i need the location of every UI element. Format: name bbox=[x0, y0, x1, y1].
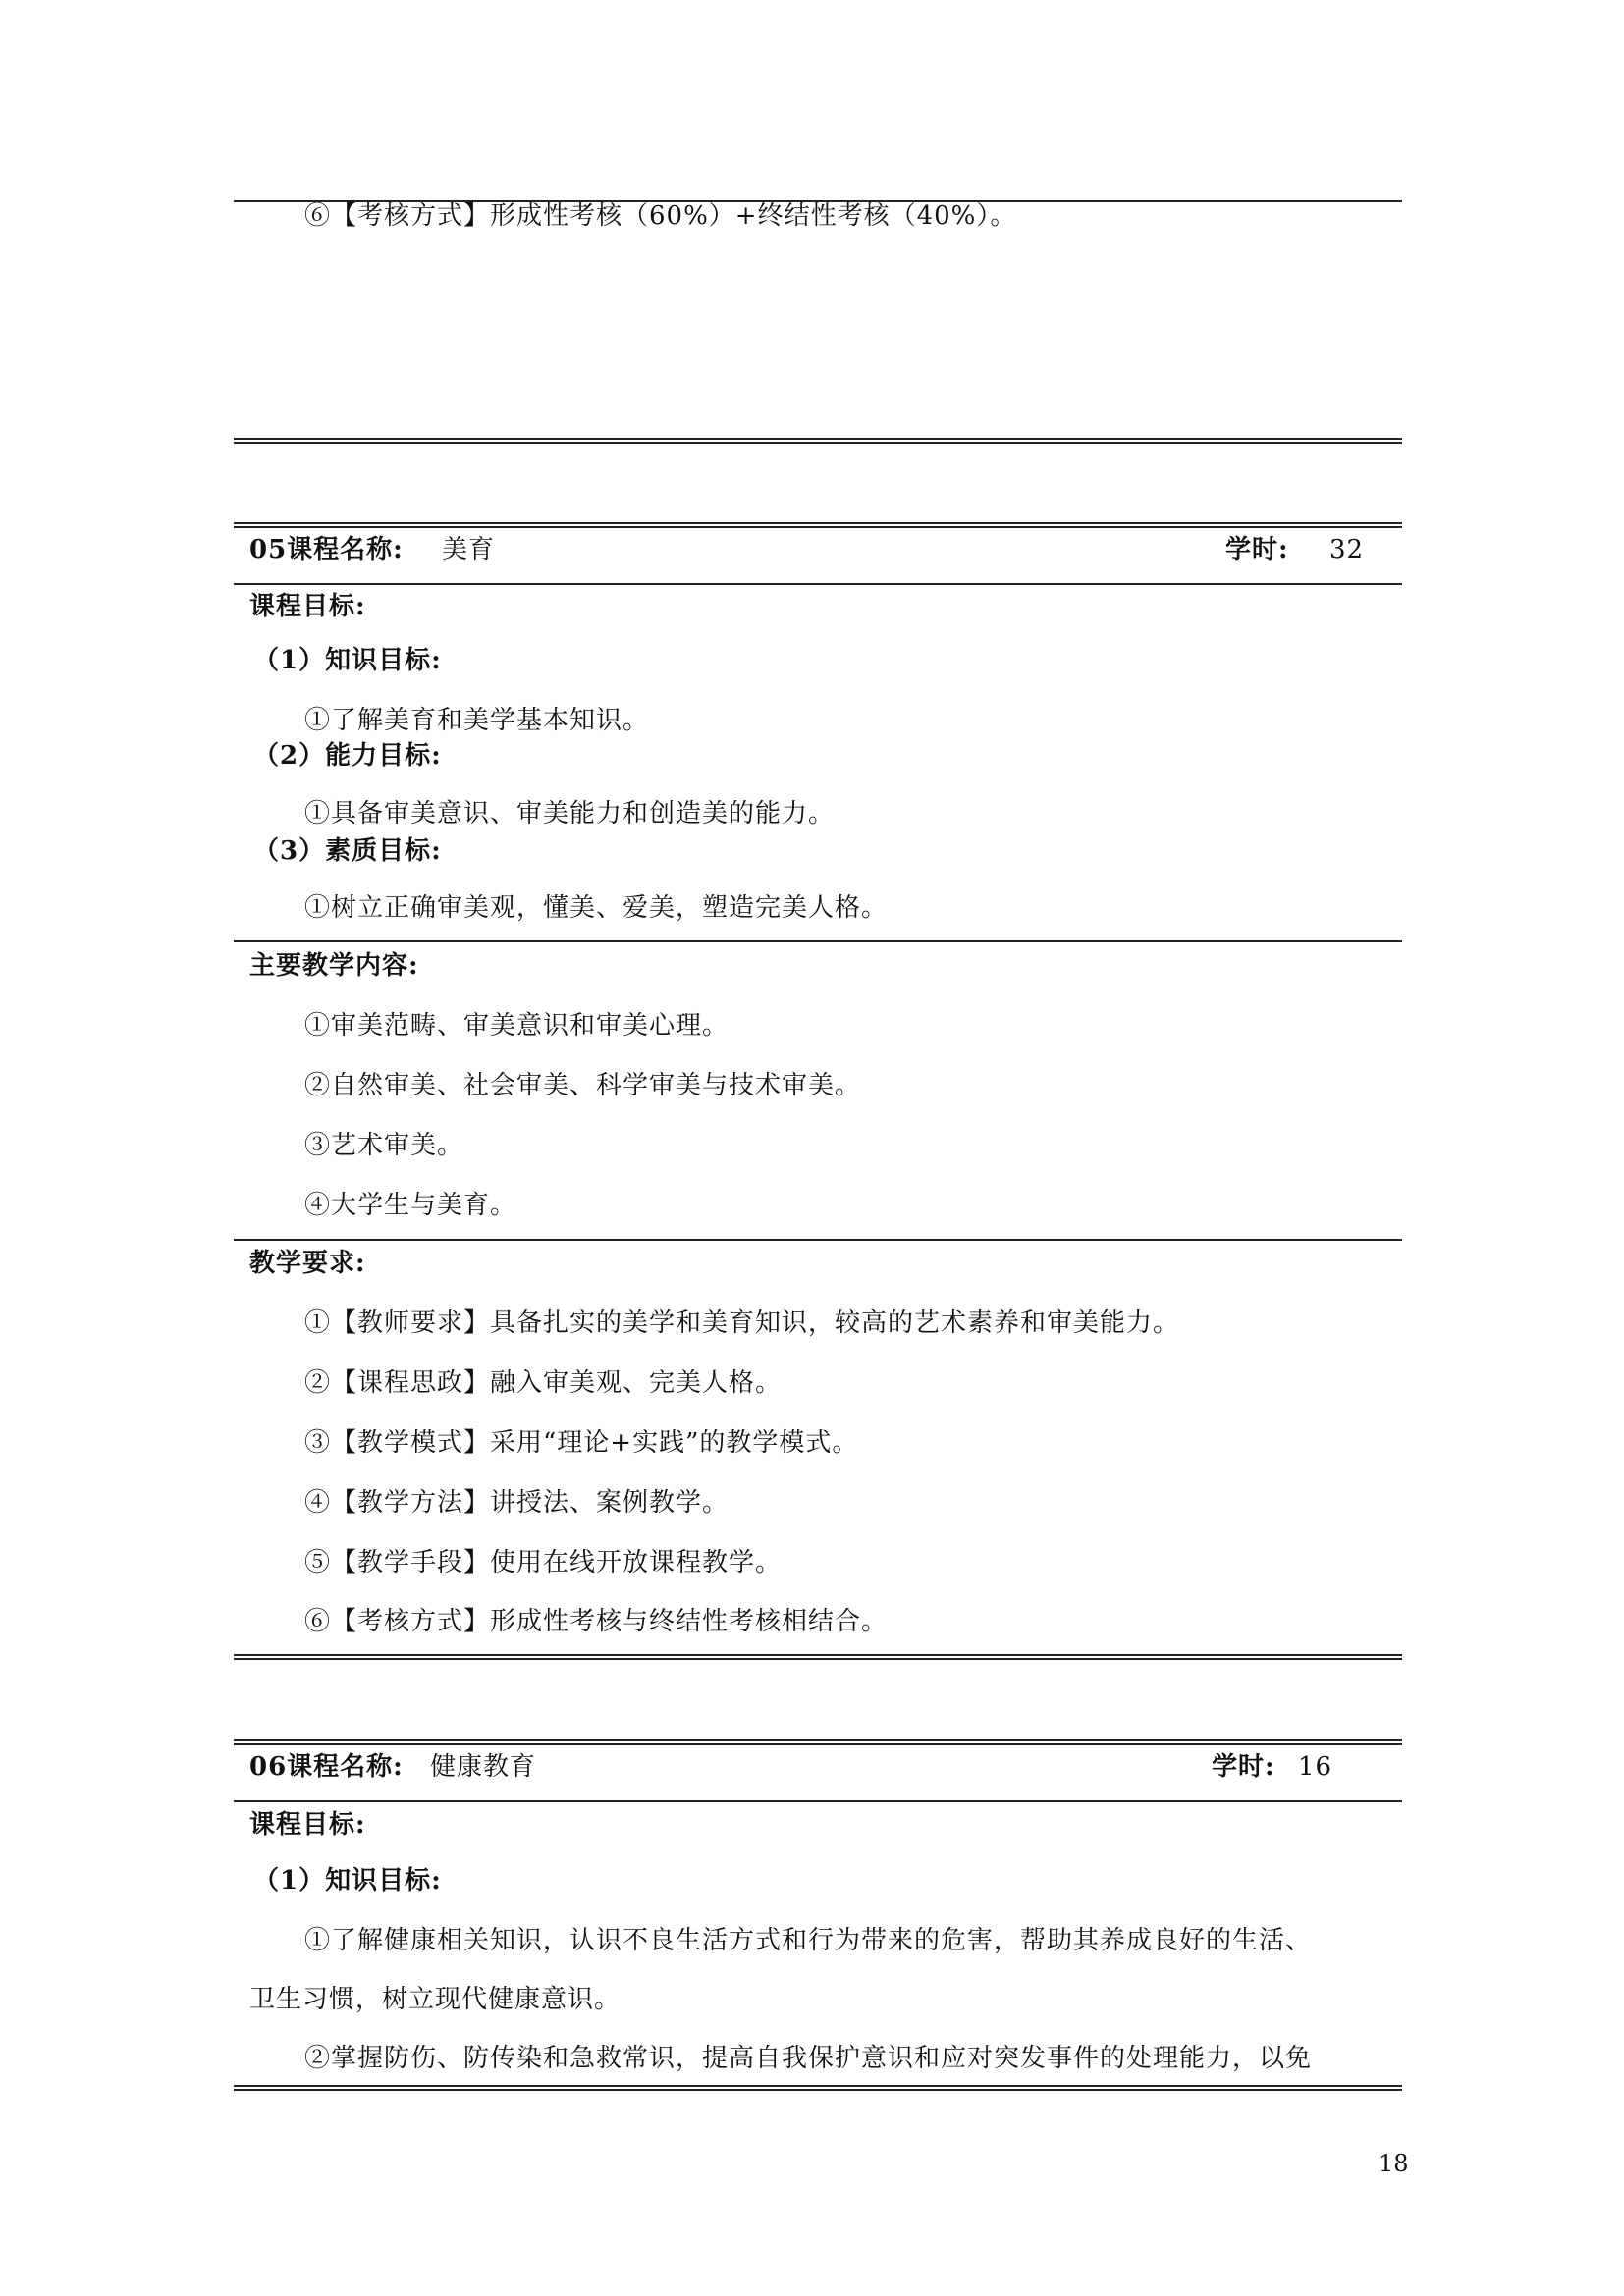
course05-header-rule bbox=[234, 583, 1402, 585]
course05-content-rule bbox=[234, 1239, 1402, 1241]
course05-quality-label: （3）素质目标: bbox=[253, 836, 442, 866]
assessment-line-prev: ⑥【考核方式】形成性考核（60%）+终结性考核（40%）。 bbox=[304, 201, 1017, 231]
course05-bottom-rule bbox=[234, 1654, 1402, 1660]
course05-content-label: 主要教学内容: bbox=[249, 951, 419, 981]
course06-header-rule bbox=[234, 1800, 1402, 1802]
course05-quality-item: ①树立正确审美观，懂美、爱美，塑造完美人格。 bbox=[304, 893, 889, 923]
req-item: ⑥【考核方式】形成性考核与终结性考核相结合。 bbox=[304, 1607, 889, 1636]
page-number: 18 bbox=[1379, 2150, 1409, 2177]
course05-name-value: 美育 bbox=[442, 535, 496, 564]
req-item: ⑤【教学手段】使用在线开放课程教学。 bbox=[304, 1548, 783, 1577]
course06-name-label: 06课程名称: bbox=[249, 1752, 404, 1782]
course05-knowledge-label: （1）知识目标: bbox=[253, 646, 442, 675]
course06-knowledge-item-cont: 卫生习惯，树立现代健康意识。 bbox=[249, 1985, 622, 2014]
course06-bottom-rule bbox=[234, 2085, 1402, 2091]
course05-ability-label: （2）能力目标: bbox=[253, 741, 442, 771]
course06-hours-label: 学时: bbox=[1212, 1752, 1275, 1782]
course06-goals-label: 课程目标: bbox=[249, 1810, 366, 1840]
course05-goals-label: 课程目标: bbox=[249, 592, 366, 621]
content-item: ①审美范畴、审美意识和审美心理。 bbox=[304, 1011, 730, 1041]
req-item: ③【教学模式】采用“理论+实践”的教学模式。 bbox=[304, 1428, 859, 1458]
course05-req-label: 教学要求: bbox=[249, 1249, 366, 1278]
course06-top-rule bbox=[234, 1739, 1402, 1745]
content-item: ④大学生与美育。 bbox=[304, 1191, 517, 1220]
section-divider bbox=[234, 438, 1402, 444]
req-item: ④【教学方法】讲授法、案例教学。 bbox=[304, 1488, 730, 1518]
course05-knowledge-item: ①了解美育和美学基本知识。 bbox=[304, 706, 650, 735]
course06-name-value: 健康教育 bbox=[430, 1752, 537, 1782]
course05-goals-rule bbox=[234, 940, 1402, 942]
course06-knowledge-label: （1）知识目标: bbox=[253, 1866, 442, 1896]
course06-hours-value: 16 bbox=[1298, 1752, 1333, 1782]
content-item: ②自然审美、社会审美、科学审美与技术审美。 bbox=[304, 1071, 862, 1100]
course05-name-label: 05课程名称: bbox=[249, 535, 404, 564]
req-item: ②【课程思政】融入审美观、完美人格。 bbox=[304, 1368, 783, 1398]
req-item: ①【教师要求】具备扎实的美学和美育知识，较高的艺术素养和审美能力。 bbox=[304, 1308, 1180, 1338]
course05-top-rule bbox=[234, 522, 1402, 528]
course05-hours-value: 32 bbox=[1329, 535, 1365, 564]
course05-hours-label: 学时: bbox=[1225, 535, 1289, 564]
course06-knowledge-item: ②掌握防伤、防传染和急救常识，提高自我保护意识和应对突发事件的处理能力，以免 bbox=[304, 2044, 1313, 2073]
course05-ability-item: ①具备审美意识、审美能力和创造美的能力。 bbox=[304, 799, 836, 828]
course06-knowledge-item: ①了解健康相关知识，认识不良生活方式和行为带来的危害，帮助其养成良好的生活、 bbox=[304, 1926, 1313, 1955]
content-item: ③艺术审美。 bbox=[304, 1131, 464, 1160]
